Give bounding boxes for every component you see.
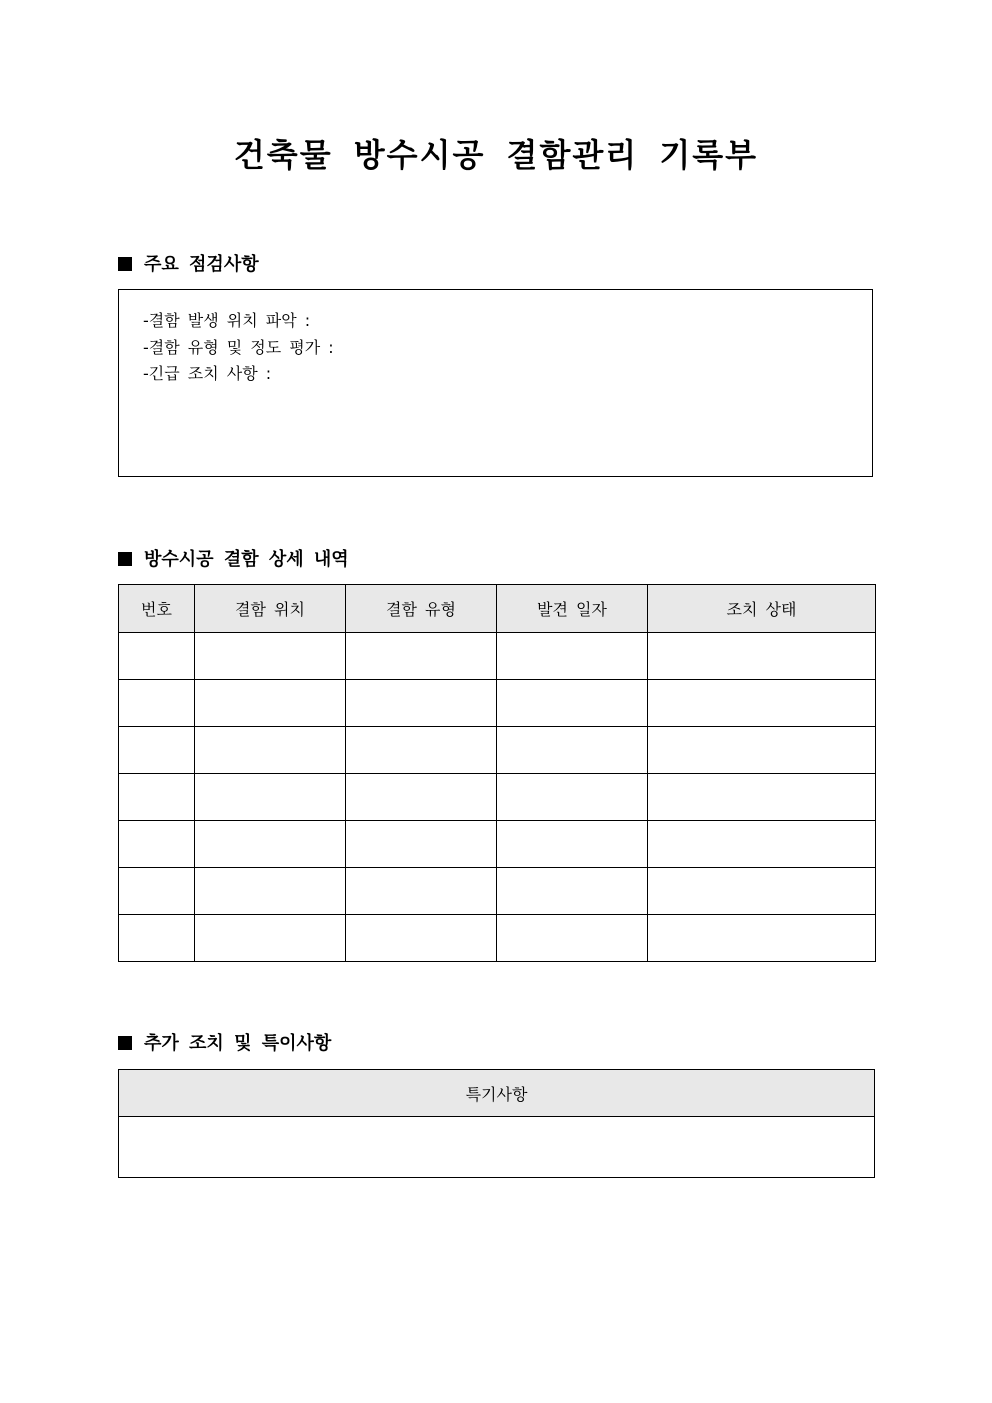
cell-date[interactable] [497,821,648,868]
cell-status[interactable] [648,633,876,680]
cell-location[interactable] [195,680,346,727]
cell-location[interactable] [195,915,346,962]
cell-location[interactable] [195,633,346,680]
cell-number[interactable] [119,774,195,821]
notes-header-row [119,1070,875,1117]
defect-detail-table [118,584,876,962]
column-header-location: 결함 위치 [195,585,346,633]
table-row [119,821,876,868]
cell-date[interactable] [497,774,648,821]
cell-number[interactable] [119,680,195,727]
details-heading [118,547,349,573]
inspection-line-location: -결함 발생 위치 파악 : [143,311,311,330]
cell-number[interactable] [119,727,195,774]
cell-location[interactable] [195,727,346,774]
special-notes-table [118,1069,875,1178]
cell-number[interactable] [119,821,195,868]
square-bullet-icon [118,1036,132,1050]
special-notes-cell[interactable] [119,1117,875,1178]
cell-type[interactable] [346,915,497,962]
inspection-line-urgent: -긴급 조치 사항 : [143,364,272,383]
column-header-type: 결함 유형 [346,585,497,633]
notes-row [119,1117,875,1178]
table-header-row [119,585,876,633]
column-header-number: 번호 [119,585,195,633]
cell-status[interactable] [648,727,876,774]
cell-location[interactable] [195,821,346,868]
square-bullet-icon [118,552,132,566]
cell-status[interactable] [648,680,876,727]
cell-status[interactable] [648,774,876,821]
cell-type[interactable] [346,633,497,680]
table-row [119,868,876,915]
square-bullet-icon [118,257,132,271]
cell-location[interactable] [195,774,346,821]
inspection-box[interactable] [118,289,873,477]
details-heading-text: 방수시공 결함 상세 내역 [144,549,349,570]
inspection-heading [118,252,259,278]
cell-number[interactable] [119,915,195,962]
inspection-heading-text: 주요 점검사항 [144,254,259,275]
cell-location[interactable] [195,868,346,915]
document-title: 건축물 방수시공 결함관리 기록부 [233,136,759,174]
cell-date[interactable] [497,915,648,962]
table-row [119,727,876,774]
cell-date[interactable] [497,633,648,680]
table-row [119,633,876,680]
table-row [119,680,876,727]
table-row [119,915,876,962]
cell-number[interactable] [119,633,195,680]
notes-heading [118,1031,331,1057]
cell-date[interactable] [497,727,648,774]
column-header-special-notes: 특기사항 [119,1070,875,1117]
cell-type[interactable] [346,727,497,774]
cell-status[interactable] [648,821,876,868]
cell-date[interactable] [497,868,648,915]
notes-heading-text: 추가 조치 및 특이사항 [144,1033,332,1054]
column-header-status: 조치 상태 [648,585,876,633]
table-row [119,774,876,821]
cell-status[interactable] [648,915,876,962]
cell-number[interactable] [119,868,195,915]
cell-status[interactable] [648,868,876,915]
cell-type[interactable] [346,680,497,727]
inspection-line-type: -결함 유형 및 정도 평가 : [143,337,334,357]
cell-type[interactable] [346,774,497,821]
cell-type[interactable] [346,868,497,915]
column-header-date: 발견 일자 [497,585,648,633]
cell-date[interactable] [497,680,648,727]
cell-type[interactable] [346,821,497,868]
